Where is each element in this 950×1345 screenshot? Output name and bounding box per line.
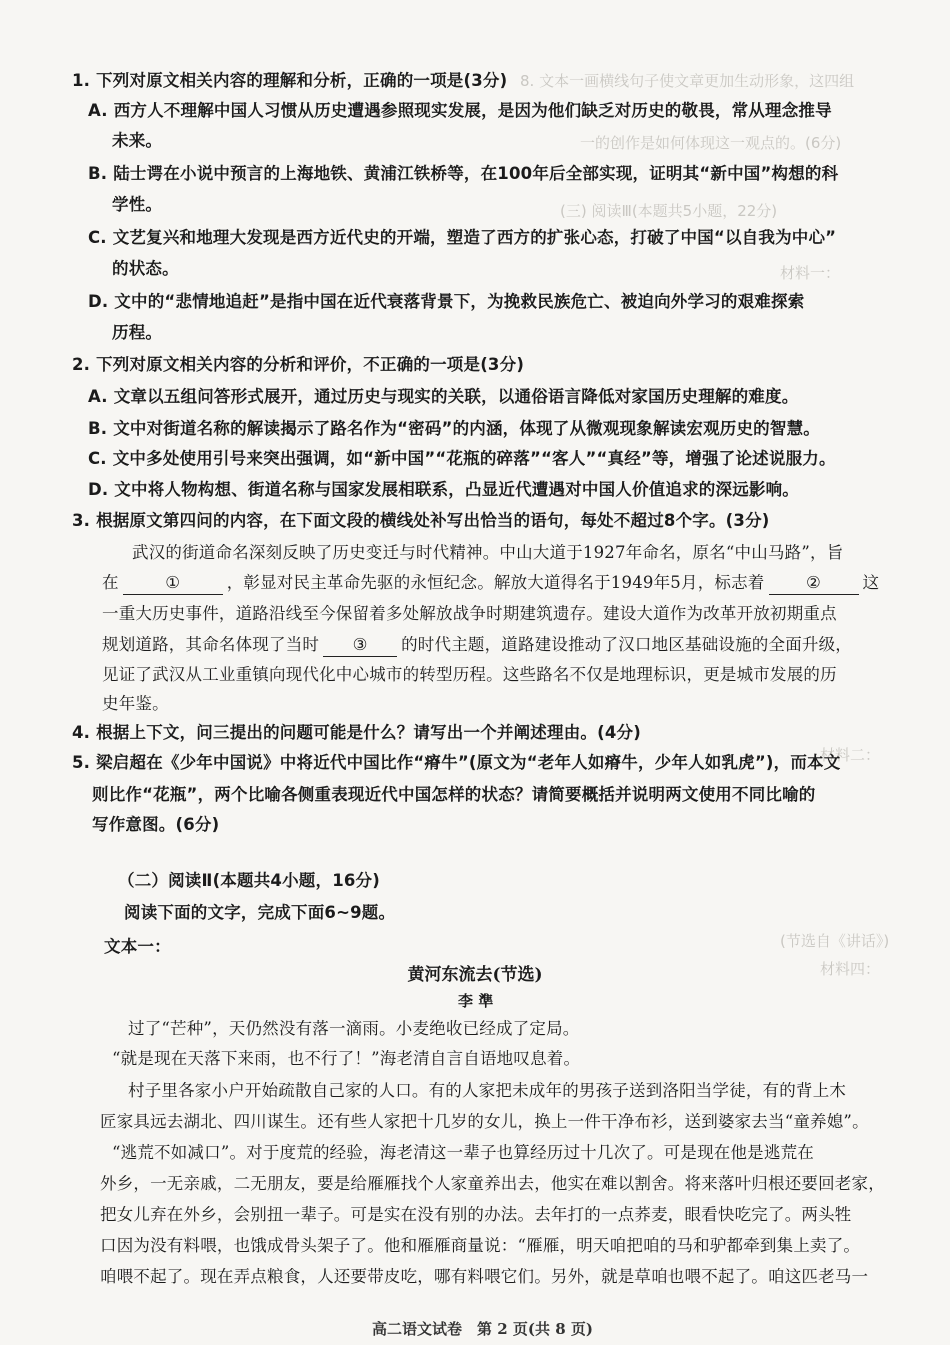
- story-paragraph-cont: 咱喂不起了。现在弄点粮食，人还要带皮吃，哪有料喂它们。另外，就是草咱也喂不起了。咱这匹老马一: [100, 1267, 869, 1286]
- q3-blank-3[interactable]: ③: [323, 634, 397, 657]
- q3-passage-line: 一重大历史事件，道路沿线至今保留着多处解放战争时期建筑遗存。建设大道作为改革开放初期重点: [102, 604, 837, 623]
- page-footer: 高二语文试卷 第 2 页(共 8 页): [372, 1320, 593, 1338]
- bleed-through-text: 8. 文本一画横线句子使文章更加生动形象，这四组: [520, 72, 855, 90]
- bleed-through-text: (节选自《讲话》): [780, 932, 890, 950]
- story-paragraph-cont: 把女儿弃在外乡，会别扭一辈子。可是实在没有别的办法。去年打的一点荞麦，眼看快吃完了。两头牲: [100, 1205, 852, 1224]
- q1-option-b: B. 陆士谔在小说中预言的上海地铁、黄浦江铁桥等，在100年后全部实现，证明其“新中国”构想的科: [88, 164, 839, 183]
- story-paragraph: 村子里各家小户开始疏散自己家的人口。有的人家把未成年的男孩子送到洛阳当学徒，有的背上木: [128, 1081, 847, 1100]
- q3-stem: 3. 根据原文第四问的内容，在下面文段的横线处补写出恰当的语句，每处不超过8个字。(3分): [72, 511, 770, 530]
- q2-option-a: A. 文章以五组问答形式展开，通过历史与现实的关联，以通俗语言降低对家国历史理解的难度。: [88, 387, 799, 406]
- bleed-through-text: 材料二：: [820, 746, 881, 764]
- bleed-through-text: 一的创作是如何体现这一观点的。(6分): [580, 134, 842, 152]
- q3-passage-line: 武汉的街道命名深刻反映了历史变迁与时代精神。中山大道于1927年命名，原名“中山马路”，旨: [132, 543, 844, 562]
- story-paragraph-cont: 外乡，一无亲戚，二无朋友，要是给雁雁找个人家童养出去，他实在难以割舍。将来落叶归根还要回老家，: [100, 1174, 885, 1193]
- q3-blank-1[interactable]: ①: [123, 572, 223, 595]
- q2-stem: 2. 下列对原文相关内容的分析和评价，不正确的一项是(3分): [72, 355, 525, 374]
- q2-option-b: B. 文中对街道名称的解读揭示了路名作为“密码”的内涵，体现了从微观现象解读宏观历史的智慧。: [88, 419, 820, 438]
- q3-passage-line: 史年鉴。: [102, 694, 169, 713]
- q2-option-d: D. 文中将人物构想、街道名称与国家发展相联系，凸显近代遭遇对中国人价值追求的深远影响。: [88, 480, 800, 499]
- q1-option-c: C. 文艺复兴和地理大发现是西方近代史的开端，塑造了西方的扩张心态，打破了中国“以自我为中心”: [88, 228, 837, 247]
- q1-option-b-cont: 学性。: [112, 195, 163, 214]
- q1-option-a-cont: 未来。: [112, 131, 163, 150]
- q5-stem: 5. 梁启超在《少年中国说》中将近代中国比作“瘠牛”(原文为“老年人如瘠牛，少年人如乳虎”)，而本文: [72, 753, 841, 772]
- q2-option-c: C. 文中多处使用引号来突出强调，如“新中国”“花瓶的碎落”“客人”“真经”等，增强了论述说服力。: [88, 449, 836, 468]
- q4-stem: 4. 根据上下文，问三提出的问题可能是什么？请写出一个并阐述理由。(4分): [72, 723, 641, 742]
- q5-stem-cont: 写作意图。(6分): [92, 815, 220, 834]
- q1-option-c-cont: 的状态。: [112, 259, 179, 278]
- q3-blank-2[interactable]: ②: [769, 572, 859, 595]
- story-author: 李 準: [458, 992, 494, 1010]
- q1-option-d: D. 文中的“悲情地追赶”是指中国在近代衰落背景下，为挽救民族危亡、被迫向外学习的艰难探索: [88, 292, 805, 311]
- q3-text: 规划道路，其命名体现了当时: [102, 635, 320, 654]
- bleed-through-text: (三) 阅读Ⅲ(本题共5小题，22分): [560, 202, 778, 220]
- q3-passage-line: 见证了武汉从工业重镇向现代化中心城市的转型历程。这些路名不仅是地理标识，更是城市发展的历: [102, 665, 837, 684]
- bleed-through-text: 材料四：: [820, 960, 881, 978]
- story-paragraph-cont: 口因为没有料喂，也饿成骨头架子了。他和雁雁商量说：“雁雁，明天咱把咱的马和驴都牵到集上卖了。: [100, 1236, 861, 1255]
- story-title: 黄河东流去(节选): [407, 965, 543, 985]
- bleed-through-text: 材料一：: [780, 264, 841, 282]
- q3-text: 这: [862, 573, 880, 592]
- q3-passage-line: [102, 572, 879, 595]
- section-instruction: 阅读下面的文字，完成下面6~9题。: [124, 903, 396, 922]
- q3-text: ，彰显对民主革命先驱的永恒纪念。解放大道得名于1949年5月，标志着: [226, 573, 765, 592]
- story-paragraph: “就是现在天落下来雨，也不行了！”海老清自言自语地叹息着。: [112, 1049, 581, 1068]
- story-paragraph: “逃荒不如减口”。对于度荒的经验，海老清这一辈子也算经历过十几次了。可是现在他是逃荒在: [112, 1143, 814, 1162]
- text-one-label: 文本一：: [104, 937, 171, 956]
- q3-text: 在: [102, 573, 119, 592]
- q5-stem-cont: 则比作“花瓶”，两个比喻各侧重表现近代中国怎样的状态？请简要概括并说明两文使用不同比喻的: [92, 785, 816, 804]
- q1-stem: 1. 下列对原文相关内容的理解和分析，正确的一项是(3分): [72, 71, 508, 90]
- q1-option-d-cont: 历程。: [112, 323, 163, 342]
- q3-passage-line: [102, 634, 852, 657]
- story-paragraph-cont: 匠家具远去湖北、四川谋生。还有些人家把十几岁的女儿，换上一件干净布衫，送到婆家去当“童养媳”。: [100, 1112, 869, 1131]
- q1-option-a: A. 西方人不理解中国人习惯从历史遭遇参照现实发展，是因为他们缺乏对历史的敬畏，常从理念推导: [88, 101, 832, 120]
- q3-text: 的时代主题，道路建设推动了汉口地区基础设施的全面升级，: [401, 635, 853, 654]
- section-header: （二）阅读Ⅱ(本题共4小题，16分): [118, 871, 380, 890]
- story-paragraph: 过了“芒种”，天仍然没有落一滴雨。小麦绝收已经成了定局。: [128, 1019, 580, 1038]
